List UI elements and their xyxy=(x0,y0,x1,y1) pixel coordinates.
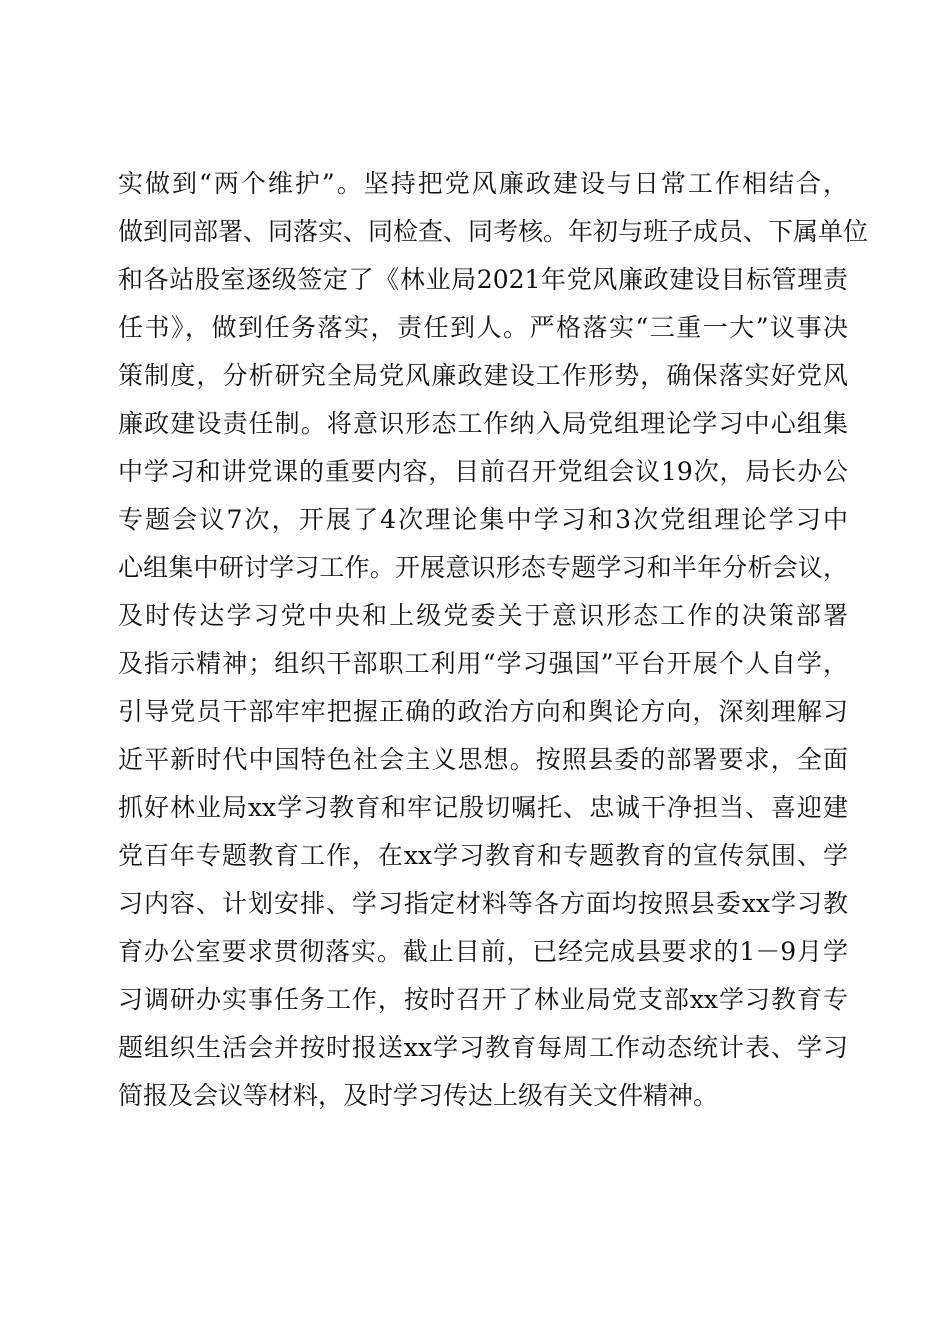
paragraph-line: 习内容、计划安排、学习指定材料等各方面均按照县委xx学习教 xyxy=(118,889,848,918)
paragraph-line: 专题会议7次，开展了4次理论集中学习和3次党组理论学习中 xyxy=(118,505,848,534)
paragraph-line: 近平新时代中国特色社会主义思想。按照县委的部署要求，全面 xyxy=(118,745,848,774)
paragraph-line: 及指示精神；组织干部职工利用“学习强国”平台开展个人自学， xyxy=(118,649,848,678)
paragraph-line: 育办公室要求贯彻落实。截止目前，已经完成县要求的1－9月学 xyxy=(118,937,848,966)
paragraph-line: 及时传达学习党中央和上级党委关于意识形态工作的决策部署 xyxy=(118,601,848,630)
paragraph-line: 习调研办实事任务工作，按时召开了林业局党支部xx学习教育专 xyxy=(118,985,848,1014)
paragraph-line: 抓好林业局xx学习教育和牢记殷切嘱托、忠诚干净担当、喜迎建 xyxy=(118,793,848,822)
paragraph-line: 实做到“两个维护”。坚持把党风廉政建设与日常工作相结合， xyxy=(118,169,848,198)
paragraph-line: 简报及会议等材料，及时学习传达上级有关文件精神。 xyxy=(118,1081,719,1110)
paragraph-line: 廉政建设责任制。将意识形态工作纳入局党组理论学习中心组集 xyxy=(118,409,848,438)
paragraph-line: 心组集中研讨学习工作。开展意识形态专题学习和半年分析会议， xyxy=(118,553,848,582)
paragraph-line: 中学习和讲党课的重要内容，目前召开党组会议19次，局长办公 xyxy=(118,457,848,486)
paragraph-line: 和各站股室逐级签定了《林业局2021年党风廉政建设目标管理责 xyxy=(118,265,848,294)
paragraph-line: 引导党员干部牢牢把握正确的政治方向和舆论方向，深刻理解习 xyxy=(118,697,848,726)
paragraph-line: 题组织生活会并按时报送xx学习教育每周工作动态统计表、学习 xyxy=(118,1033,848,1062)
body-paragraph xyxy=(118,160,869,1120)
paragraph-line: 任书》，做到任务落实，责任到人。严格落实“三重一大”议事决 xyxy=(118,313,848,342)
paragraph-line: 做到同部署、同落实、同检查、同考核。年初与班子成员、下属单位 xyxy=(118,217,869,246)
paragraph-line: 策制度，分析研究全局党风廉政建设工作形势，确保落实好党风 xyxy=(118,361,848,390)
paragraph-line: 党百年专题教育工作，在xx学习教育和专题教育的宣传氛围、学 xyxy=(118,841,848,870)
